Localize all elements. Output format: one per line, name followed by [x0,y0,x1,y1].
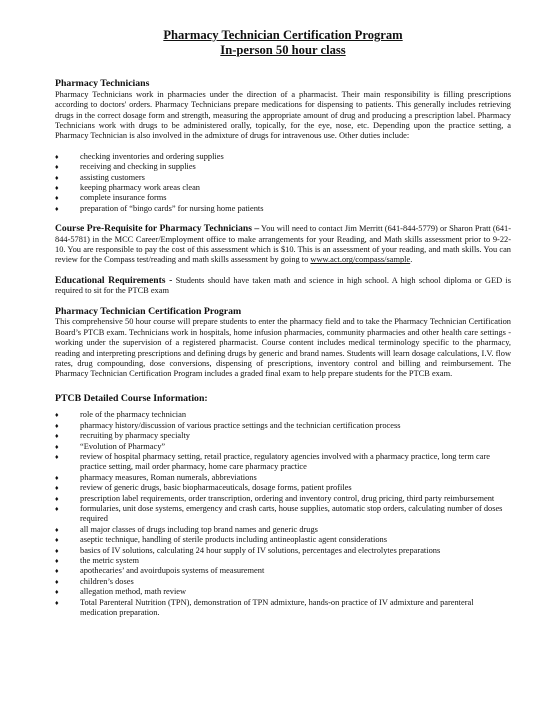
education-text: Students should have taken math and science in high school. A high school diploma or GED is required to sit for the PTCB exam [55,275,512,296]
list-item [55,577,511,587]
prereq-text: You will need to contact Jim Merritt (641-844-5779) or Sharon Pratt (641-844-5781) in the MCC Career/Employment office to make arrangements for your Reading, and Math skills assessment prior to 9-22-10. You are responsible to pay the cost of this assessment which is $10. This is an assessment of your reading, and math skills. You can review for the Compass test/reading and math skills assessment by going to [55,224,511,265]
section-heading: Educational Requirements - [55,274,173,286]
list-item-text: review of generic drugs, basic biopharmaceuticals, dosage forms, patient profiles [80,483,352,493]
list-item-text: preparation of “bingo cards” for nursing home patients [80,203,264,213]
list-item [55,152,511,162]
bullet-icon: ♦ [55,557,59,565]
list-item-text: apothecaries’ and avoirdupois systems of measurement [80,566,265,576]
section-body [55,276,511,297]
compass-link[interactable]: www.act.org/compass/sample [310,255,411,265]
bullet-icon: ♦ [55,473,59,482]
title-line-1: Pharmacy Technician Certification Program [163,28,403,42]
section-educational-requirements [55,276,511,297]
list-item-text: checking inventories and ordering supplies [80,151,224,161]
list-item-text: keeping pharmacy work areas clean [80,183,200,193]
bullet-icon: ♦ [55,577,59,586]
list-item [55,525,511,535]
list-item-text: assisting customers [80,172,145,182]
list-item [55,483,511,493]
bullet-icon: ♦ [55,452,59,461]
bullet-icon: ♦ [55,432,59,441]
bullet-icon: ♦ [55,598,59,607]
bullet-icon: ♦ [55,421,59,430]
list-item [55,504,511,525]
section-body: Course Pre-Requisite for Pharmacy Technicians – You will need to contact Jim Merritt (641-844-5779) or Sharon Pratt (641-844-5781) in the MCC Career/Employment office to make arrangements for your Reading, and Math skills assessment prior to 9-22-10. You are responsible to pay the cost of this assessment which is $10. This is an assessment of your reading, and math skills. You can review for the Compass test/reading and math skills assessment by going to www.act.org/compass/sample. [55,223,511,265]
bullet-icon: ♦ [55,442,59,451]
ptcb-list [55,410,511,618]
list-item [55,204,511,214]
bullet-icon: ♦ [55,588,59,597]
list-item [55,452,511,473]
list-item [55,494,511,504]
bullet-icon: ♦ [55,504,59,513]
list-item [55,566,511,576]
list-item-text: review of hospital pharmacy setting, retail practice, regulatory agencies involved with a pharmacy practice, long term care practice setting, mail order pharmacy, home care pharmacy practice [80,451,490,472]
list-item-text: the metric system [80,556,140,565]
bullet-icon: ♦ [55,163,59,172]
page-title [55,28,511,57]
list-item [55,410,511,420]
section-heading: Pharmacy Technician Certification Program [55,305,242,317]
section-prerequisite [55,224,511,266]
list-item [55,442,511,452]
list-item [55,162,511,172]
list-item [55,535,511,545]
list-item [55,598,511,619]
bullet-icon: ♦ [55,484,59,493]
list-item-text: receiving and checking in supplies [80,162,196,172]
bullet-icon: ♦ [55,525,59,534]
list-item [55,173,511,183]
list-item-text: pharmacy history/discussion of various practice settings and the technician certification process [80,420,401,430]
bullet-icon: ♦ [55,411,59,420]
list-item-text: formularies, unit dose systems, emergency and crash carts, house supplies, automatic stop orders, calculating number of doses required [80,503,503,524]
list-item [55,431,511,441]
list-item-text: pharmacy measures, Roman numerals, abbreviations [80,472,257,482]
list-item [55,473,511,483]
list-item-text: Total Parenteral Nutrition (TPN), demonstration of TPN admixture, hands-on practice of IV admixture and parenteral medication preparation. [80,597,474,618]
bullet-icon: ♦ [55,546,59,555]
list-item-text: basics of IV solutions, calculating 24 hour supply of IV solutions, percentages and electrolytes preparations [80,545,441,555]
section-certification-program [55,306,511,380]
list-item [55,183,511,193]
section-body: This comprehensive 50 hour course will prepare students to enter the pharmacy field and to take the Pharmacy Technician Certification Board’s PTCB exam. Technicians work in hospitals, home infusion pharmacies, community pharmacies and other health care settings - working under the supervision of a registered pharmacist. Course content includes medical terminology specific to the pharmacy, reading and interpreting prescriptions and defining drugs by generic and brand names. Students will learn dosage calculations, I.V. flow rates, drug compounding, dose conversions, dispensing of prescriptions, inventory control and billing and reimbursement. The Pharmacy Technician Certification Program includes a graded final exam to help prepare students for the PTCB exam. [55,317,511,379]
bullet-icon: ♦ [55,204,59,213]
list-item [55,421,511,431]
list-item-text: recruiting by pharmacy specialty [80,431,190,441]
section-heading: Course Pre-Requisite for Pharmacy Technicians – [55,223,260,235]
section-body: Pharmacy Technicians work in pharmacies under the direction of a pharmacist. Their main responsibility is filling prescriptions according to doctors' orders. Pharmacy Technicians prepare medications for dispensing to patients. This generally includes retrieving drugs in the correct dosage form and strength, measuring the appropriate amount of drug and producing a prescription label. Pharmacy Technicians work with drugs to be administered orally, topically, for the eye, nose, etc. Depending upon the practice setting, a Pharmacy Technician is also involved in the admixture of drugs for intravenous use. Other duties include: [55,89,511,141]
duties-list [55,152,511,214]
list-item-text: aseptic technique, handling of sterile products including antineoplastic agent considerations [80,535,387,545]
list-item-text: children’s doses [80,576,134,586]
section-pharmacy-technicians [55,78,511,214]
list-item-text: allegation method, math review [80,587,187,597]
bullet-icon: ♦ [55,567,59,576]
title-line-2: In-person 50 hour class [220,42,346,57]
list-item [55,587,511,597]
bullet-icon: ♦ [55,194,59,203]
bullet-icon: ♦ [55,536,59,545]
section-heading: PTCB Detailed Course Information: [55,392,208,404]
list-item [55,546,511,556]
section-heading: Pharmacy Technicians [55,78,150,90]
list-item-text: prescription label requirements, order transcription, ordering and inventory control, drug pricing, third party reimbursement [80,493,495,503]
bullet-icon: ♦ [55,173,59,182]
list-item-text: role of the pharmacy technician [80,410,187,420]
bullet-icon: ♦ [55,184,59,193]
list-item-text: “Evolution of Pharmacy” [80,441,166,451]
list-item [55,556,511,566]
section-ptcb-details [55,393,511,619]
bullet-icon: ♦ [55,152,59,161]
list-item [55,193,511,203]
list-item-text: all major classes of drugs including top brand names and generic drugs [80,524,318,534]
list-item-text: complete insurance forms [80,193,167,203]
bullet-icon: ♦ [55,494,59,503]
